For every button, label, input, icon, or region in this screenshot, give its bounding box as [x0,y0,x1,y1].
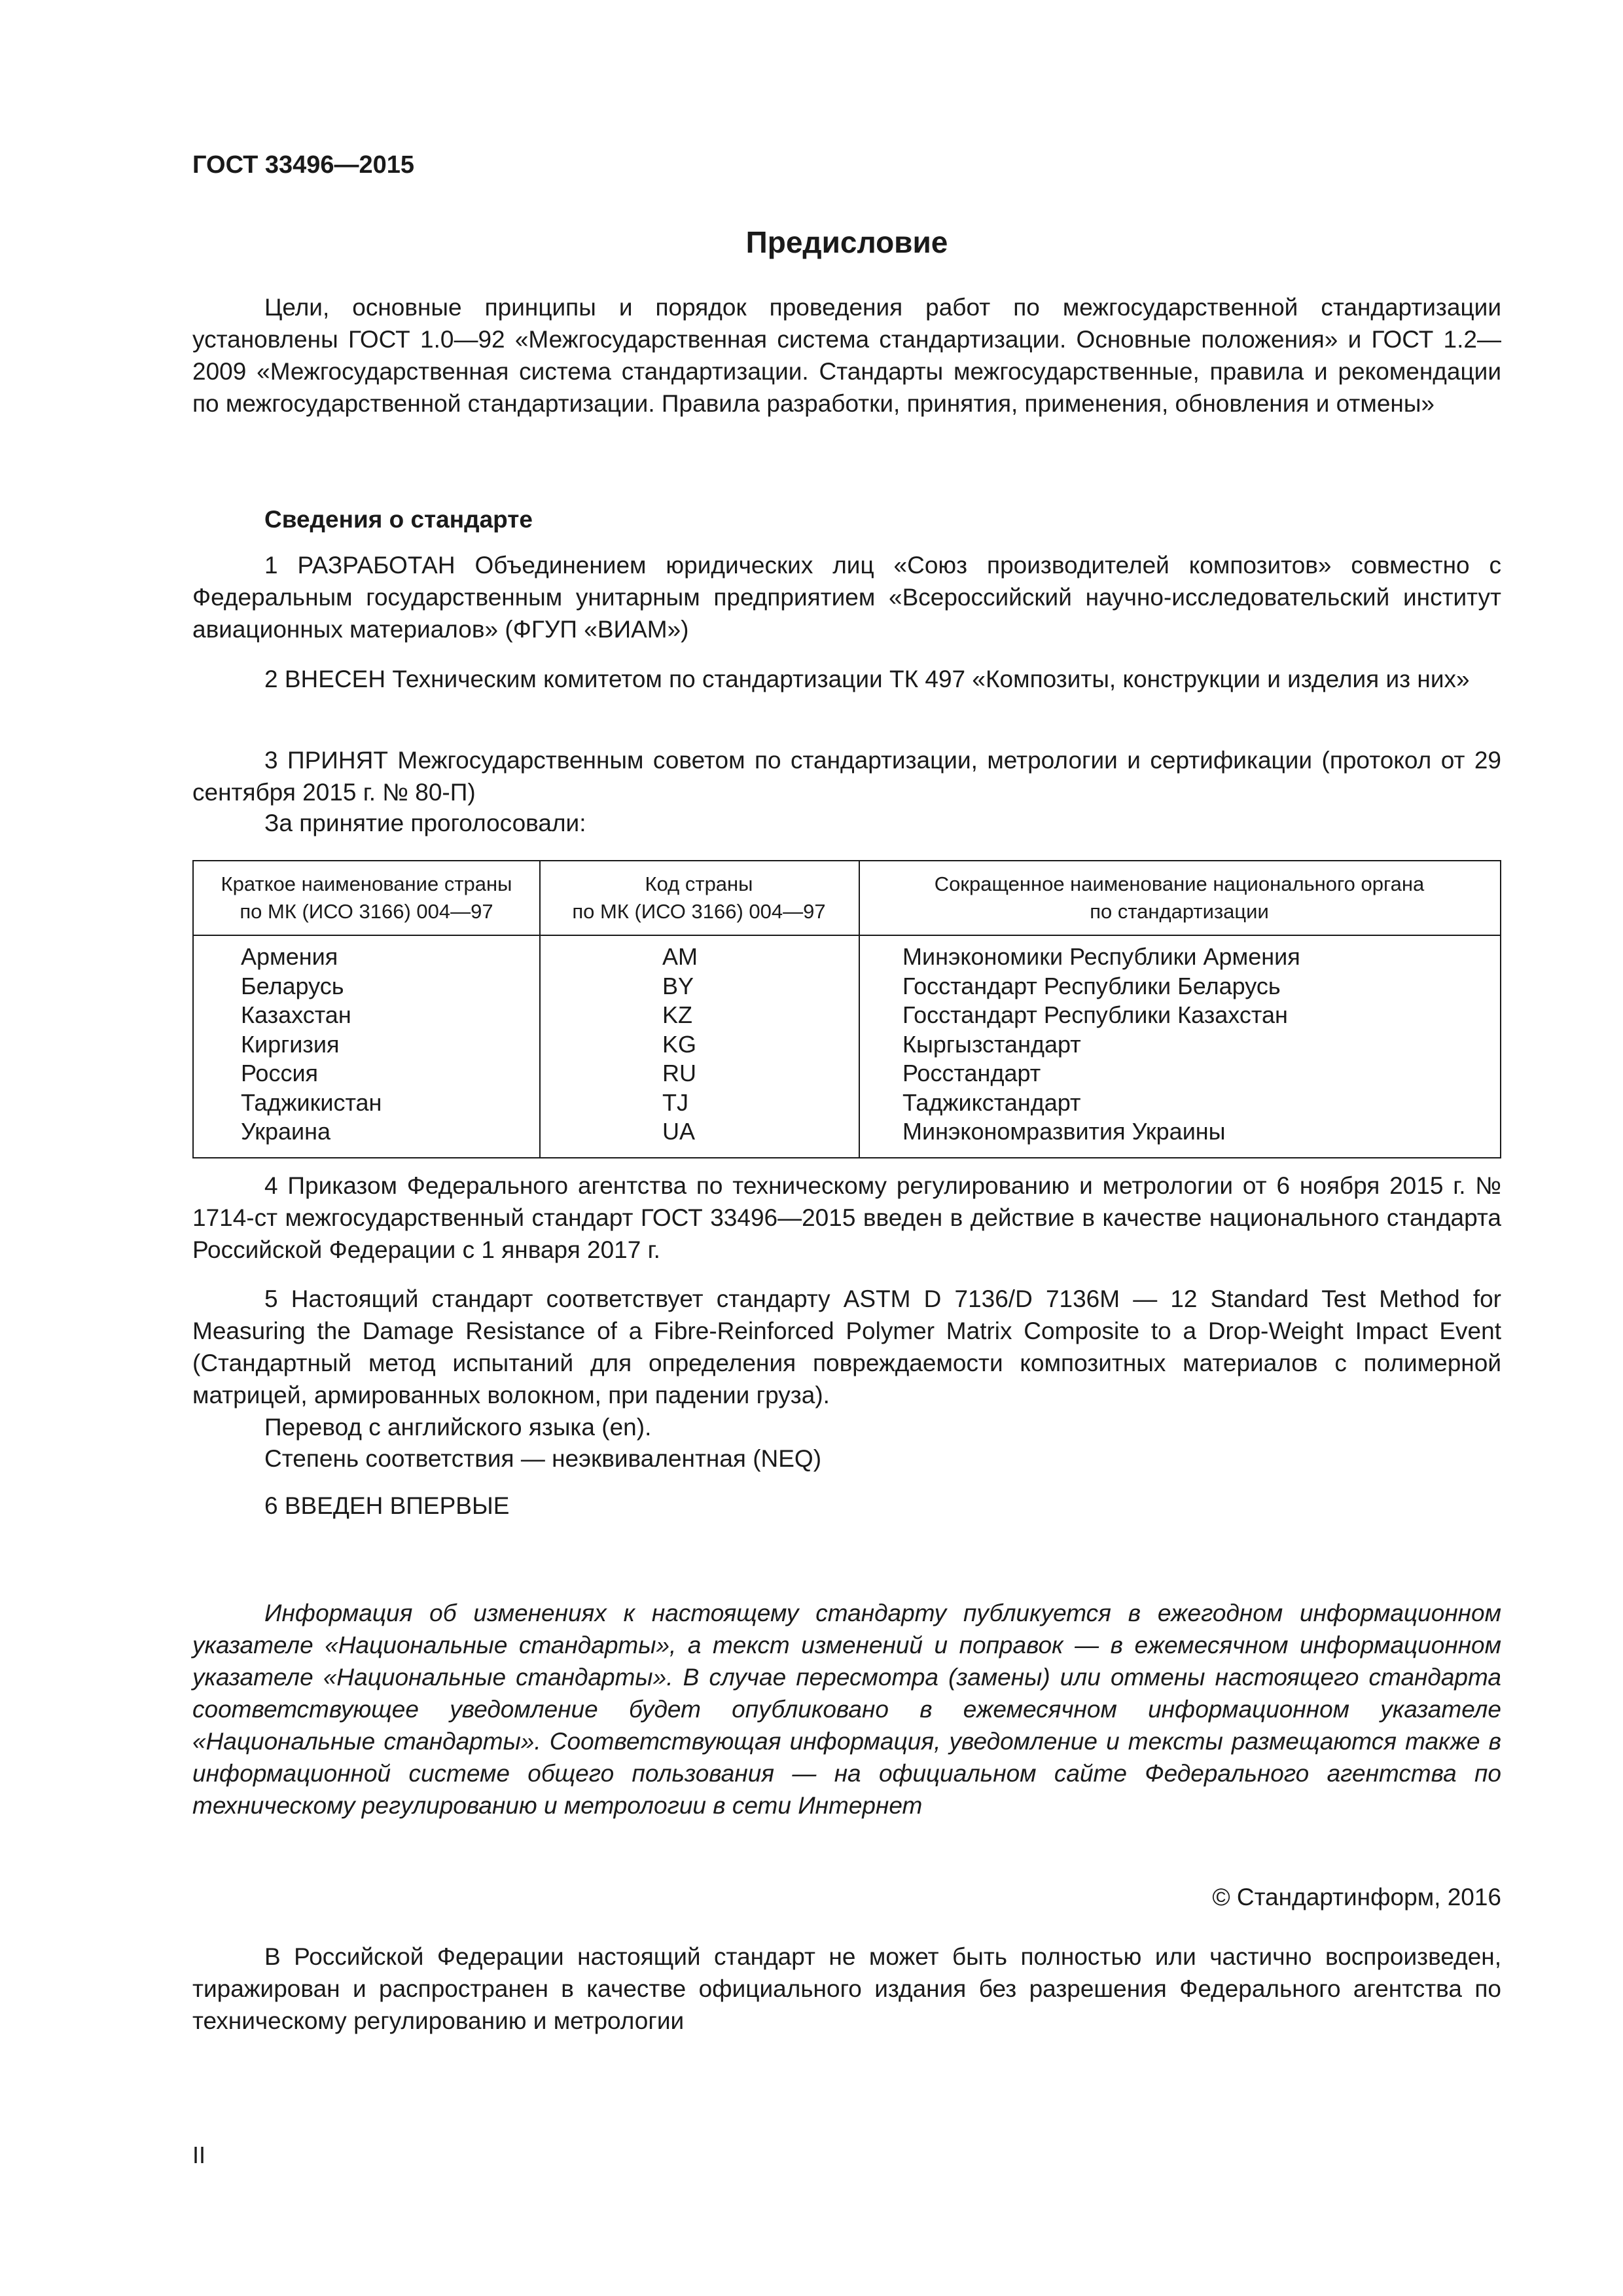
table-cell-code: KZ [662,1001,693,1028]
column-header-country: Краткое наименование страны по МК (ИСО 3166) 004—97 [221,872,512,923]
table-cell-body: Минэкономики Республики Армения [902,943,1300,970]
table-cell-body: Росстандарт [902,1060,1041,1086]
table-cell-code: KG [662,1030,697,1058]
table-cell-body: Минэкономразвития Украины [902,1118,1226,1145]
voting-table [192,860,1501,1158]
restriction-paragraph: В Российской Федерации настоящий стандарт не может быть полностью или частично воспроизведен, тиражирован и распространен в качестве официального издания без разрешения Федерального агентства по техническому регулированию и метрологии [192,1943,1501,2034]
table-cell-code: AM [662,943,698,970]
degree-note: Степень соответствия — неэквивалентная (NEQ) [264,1445,822,1472]
voted-label: За принятие проголосовали: [264,810,586,836]
table-cell-country: Украина [241,1118,331,1145]
table-cell-body: Таджикстандарт [902,1088,1081,1116]
table-cell-country: Казахстан [241,1001,351,1028]
copyright: © Стандартинформ, 2016 [1212,1884,1501,1910]
table-cell-country: Киргизия [241,1030,340,1058]
item-order: 4 Приказом Федерального агентства по техническому регулированию и метрологии от 6 ноября 2015 г. № 1714-ст межгосударственный стандарт ГОСТ 33496—2015 введен в действие в качестве национального стандарта Российской Федерации с 1 января 2017 г. [192,1172,1501,1263]
section-heading: Сведения о стандарте [264,506,533,533]
table-cell-country: Беларусь [241,972,344,999]
table-cell-country: Таджикистан [241,1088,382,1116]
changes-notice: Информация об изменениях к настоящему стандарту публикуется в ежегодном информационном указателе «Национальные стандарты», а текст изменений и поправок — в ежемесячном информационном указателе «Национальные стандарты». В случае пересмотра (замены) или отмены настоящего стандарта соответствующее уведомление будет опубликовано в ежемесячном информационном указателе «Национальные стандарты». Соответствующая информация, уведомление и тексты размещаются также в информационной системе общего пользования — на официальном сайте Федерального агентства по техническому регулированию и метрологии в сети Интернет [192,1600,1501,1819]
item-first: 6 ВВЕДЕН ВПЕРВЫЕ [264,1492,510,1519]
item-introduced: 2 ВНЕСЕН Техническим комитетом по стандартизации ТК 497 «Композиты, конструкции и изделия из них» [264,666,1470,692]
page-number: II [192,2142,206,2168]
column-header-code: Код страны по МК (ИСО 3166) 004—97 [572,872,826,923]
document-code: ГОСТ 33496—2015 [192,151,415,179]
table-cell-body: Госстандарт Республики Казахстан [902,1001,1288,1028]
translation-note: Перевод с английского языка (en). [264,1414,652,1441]
item-adopted: 3 ПРИНЯТ Межгосударственным советом по стандартизации, метрологии и сертификации (протокол от 29 сентября 2015 г. № 80-П) [192,747,1501,806]
table-cell-code: BY [662,972,694,999]
item-conformity: 5 Настоящий стандарт соответствует стандарту ASTM D 7136/D 7136M — 12 Standard Test Method for Measuring the Damage Resistance of a Fibre-Reinforced Polymer Matrix Composite to a Drop-Weight Impact Event (Стандартный метод испытаний для определения повреждаемости композитных материалов с полимерной матрицей, армированных волокном, при падении груза). [192,1285,1501,1408]
column-header-body: Сокращенное наименование национального органа по стандартизации [934,872,1425,923]
table-cell-body: Госстандарт Республики Беларусь [902,972,1281,999]
item-developed: 1 РАЗРАБОТАН Объединением юридических лиц «Союз производителей композитов» совместно с Федеральным государственным унитарным предприятием «Всероссийский научно-исследовательский институт авиационных материалов» (ФГУП «ВИАМ») [192,552,1501,643]
body-column [902,942,1300,1147]
table-cell-country: Россия [241,1060,319,1086]
code-column [662,942,698,1147]
table-header-divider [194,935,1500,936]
page-title: Предисловие [745,225,948,259]
table-cell-body: Кыргызстандарт [902,1030,1081,1058]
table-cell-code: UA [662,1118,696,1145]
table-cell-country: Армения [241,943,338,970]
intro-paragraph: Цели, основные принципы и порядок проведения работ по межгосударственной стандартизации установлены ГОСТ 1.0—92 «Межгосударственная система стандартизации. Основные положения» и ГОСТ 1.2—2009 «Межгосударственная система стандартизации. Стандарты межгосударственные, правила и рекомендации по межгосударственной стандартизации. Правила разработки, принятия, применения, обновления и отмены» [192,294,1501,417]
table-cell-code: TJ [662,1088,688,1116]
table-cell-code: RU [662,1060,696,1086]
country-column [241,942,382,1147]
